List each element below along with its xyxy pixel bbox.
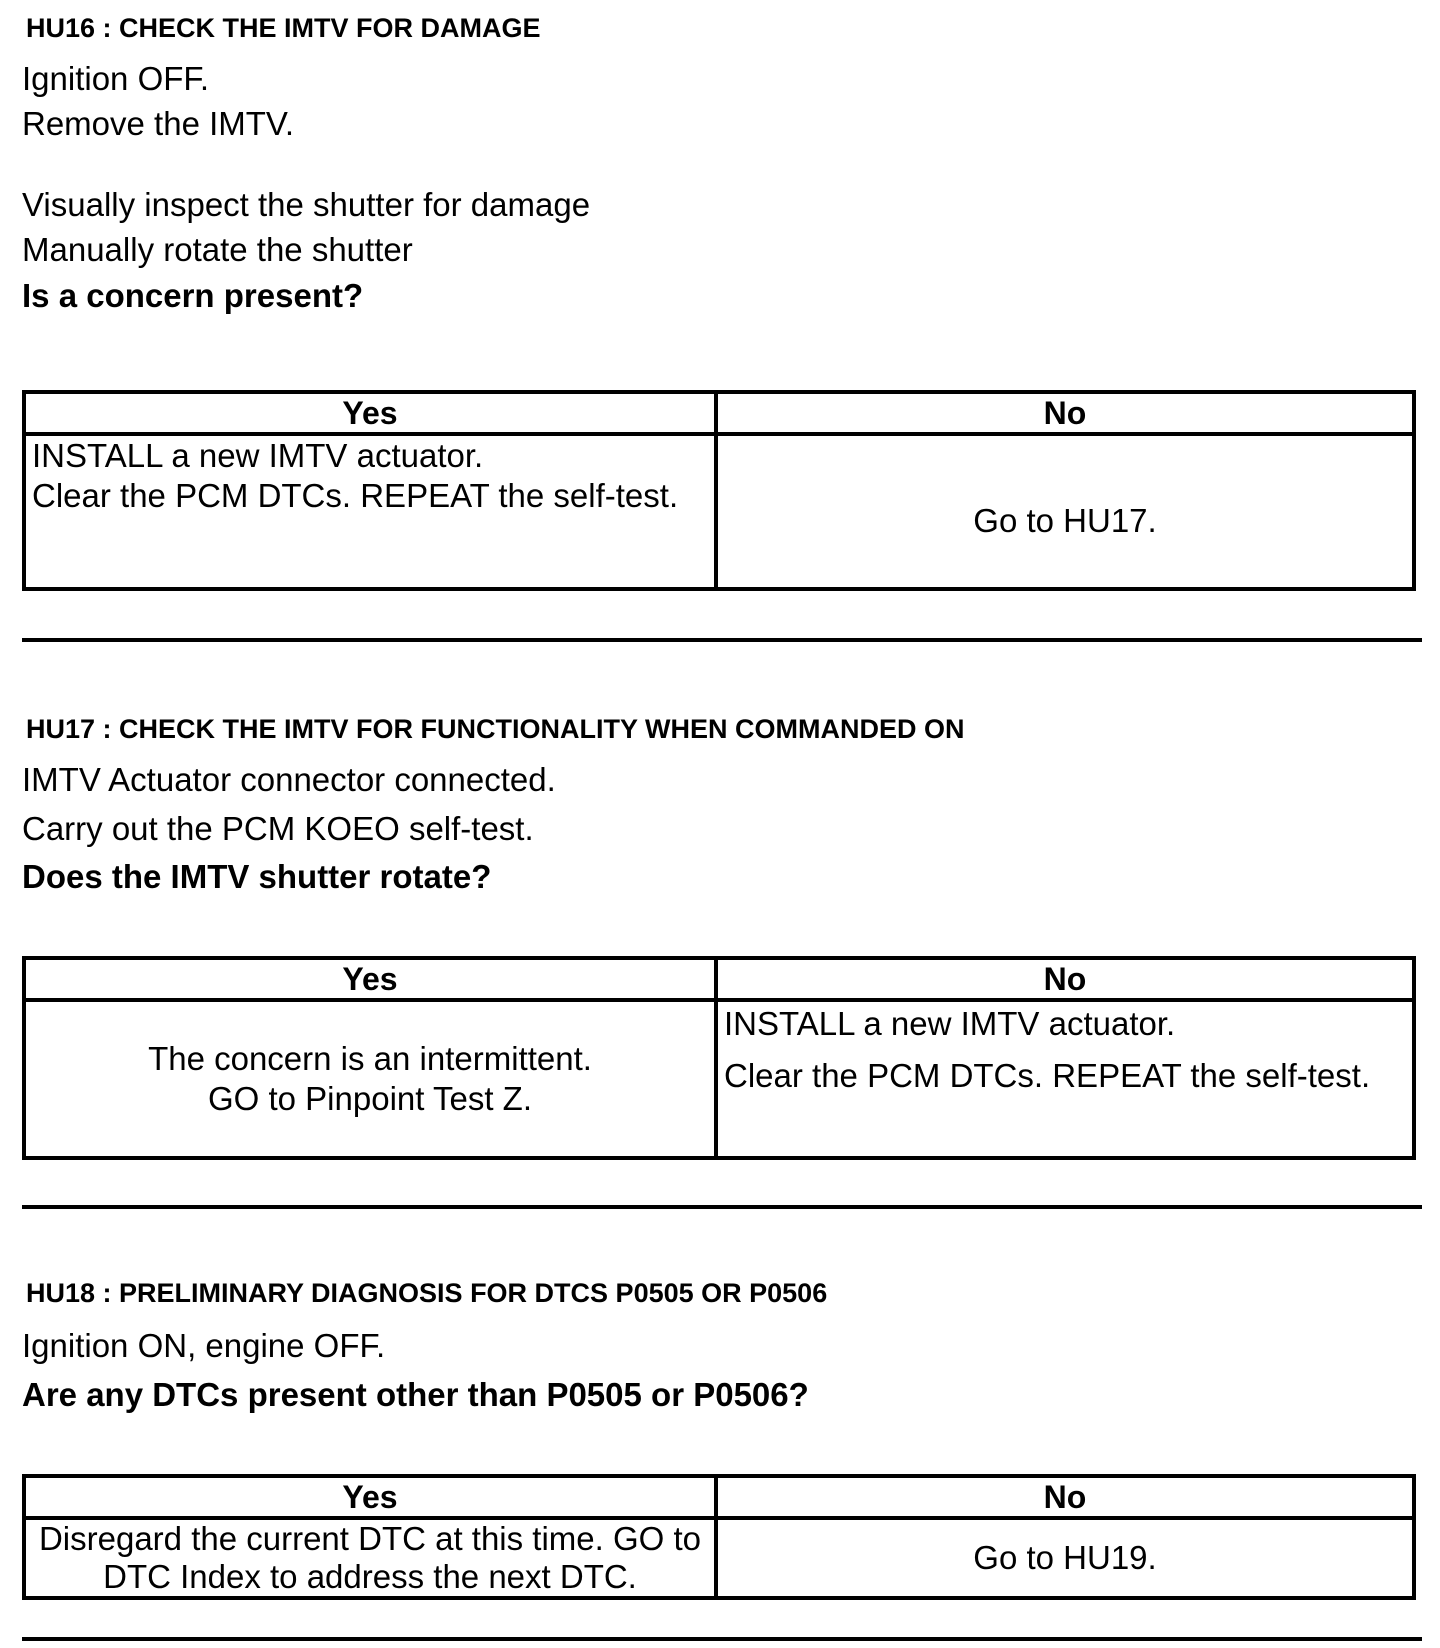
no-cell-line: Clear the PCM DTCs. REPEAT the self-test. bbox=[724, 1057, 1371, 1094]
instruction-line: Carry out the PCM KOEO self-test. bbox=[22, 810, 534, 847]
yes-cell-line: The concern is an intermittent. bbox=[148, 1040, 592, 1077]
step-title-hu17: HU17 : CHECK THE IMTV FOR FUNCTIONALITY WHEN COMMANDED ON bbox=[26, 714, 965, 744]
yes-cell-line: GO to Pinpoint Test Z. bbox=[207, 1080, 533, 1117]
question-text: Is a concern present? bbox=[22, 277, 364, 314]
no-cell bbox=[716, 1518, 1414, 1598]
question-text: Are any DTCs present other than P0505 or P0506? bbox=[22, 1376, 809, 1413]
yes-header: Yes bbox=[24, 1476, 716, 1518]
no-cell-line: Go to HU19. bbox=[973, 1539, 1157, 1576]
no-header: No bbox=[716, 392, 1414, 434]
step-title-hu16: HU16 : CHECK THE IMTV FOR DAMAGE bbox=[26, 13, 541, 43]
yes-cell bbox=[24, 434, 716, 589]
yes-cell-line: Disregard the current DTC at this time. GO to bbox=[38, 1520, 702, 1557]
instruction-line: Remove the IMTV. bbox=[22, 105, 295, 142]
instruction-line: IMTV Actuator connector connected. bbox=[22, 761, 556, 798]
section-divider bbox=[22, 638, 1422, 642]
decision-table-hu18 bbox=[22, 1474, 1416, 1600]
instruction-line: Manually rotate the shutter bbox=[22, 231, 413, 268]
decision-table-hu16 bbox=[22, 390, 1416, 591]
section-divider bbox=[22, 1637, 1422, 1641]
instruction-line: Ignition OFF. bbox=[22, 60, 210, 97]
section-divider bbox=[22, 1205, 1422, 1209]
no-cell bbox=[716, 434, 1414, 589]
no-cell-line: INSTALL a new IMTV actuator. bbox=[724, 1005, 1176, 1042]
yes-cell-line: Clear the PCM DTCs. REPEAT the self-test. bbox=[32, 477, 679, 514]
yes-cell-line: DTC Index to address the next DTC. bbox=[103, 1558, 637, 1595]
yes-cell bbox=[24, 1000, 716, 1158]
yes-header: Yes bbox=[24, 392, 716, 434]
no-header: No bbox=[716, 1476, 1414, 1518]
instruction-line: Ignition ON, engine OFF. bbox=[22, 1327, 386, 1364]
yes-cell-line: INSTALL a new IMTV actuator. bbox=[32, 437, 484, 474]
no-header: No bbox=[716, 958, 1414, 1000]
instruction-line: Visually inspect the shutter for damage bbox=[22, 186, 591, 223]
question-text: Does the IMTV shutter rotate? bbox=[22, 858, 492, 895]
yes-header: Yes bbox=[24, 958, 716, 1000]
step-title-hu18: HU18 : PRELIMINARY DIAGNOSIS FOR DTCS P0505 OR P0506 bbox=[26, 1278, 828, 1308]
yes-cell bbox=[24, 1518, 716, 1598]
no-cell bbox=[716, 1000, 1414, 1158]
decision-table-hu17 bbox=[22, 956, 1416, 1160]
no-cell-line: Go to HU17. bbox=[973, 501, 1157, 539]
